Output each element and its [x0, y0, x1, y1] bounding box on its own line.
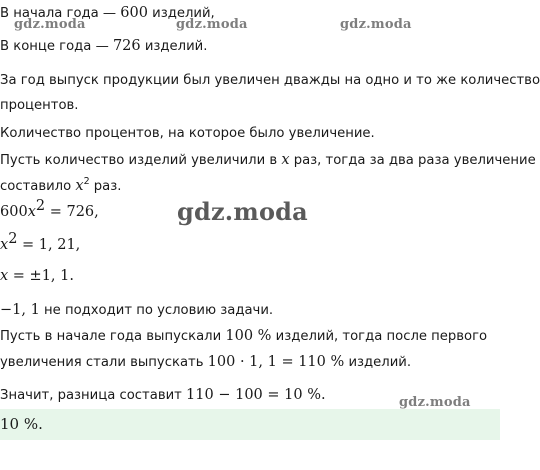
- math: 110 − 100 = 10 %.: [186, 387, 326, 403]
- equation-3: [0, 267, 74, 286]
- watermark: gdz.moda: [340, 17, 412, 32]
- variable: x: [0, 268, 9, 284]
- line-statement: За год выпуск продукции был увеличен дважды на одно и то же количество: [0, 73, 540, 88]
- line-statement-cont: процентов.: [0, 98, 79, 113]
- text: Пусть количество изделий увеличили в: [0, 153, 282, 168]
- line-reject-root: [0, 301, 273, 320]
- text: = ±1, 1.: [8, 268, 74, 284]
- variable: x: [281, 152, 290, 168]
- line-end-of-year: [0, 37, 207, 56]
- text: = 726,: [45, 204, 99, 220]
- exponent: 2: [8, 231, 18, 247]
- math: −1, 1: [0, 302, 40, 318]
- line-difference: [0, 386, 326, 405]
- text: изделий,: [147, 6, 215, 21]
- line-suppose: [0, 151, 536, 170]
- watermark: gdz.moda: [14, 17, 86, 32]
- line-question: Количество процентов, на которое было увеличение.: [0, 126, 375, 141]
- text: Значит, разница составит: [0, 388, 187, 403]
- answer-block: [0, 409, 500, 440]
- exponent: 2: [35, 198, 46, 214]
- variable: x: [75, 178, 84, 194]
- text: В начала года —: [0, 6, 121, 21]
- math: 100 · 1, 1 = 110 %: [207, 354, 345, 370]
- number: 600: [0, 204, 28, 220]
- watermark: gdz.moda: [177, 197, 308, 226]
- text: = 1, 21,: [17, 237, 81, 253]
- text: не подходит по условию задачи.: [39, 303, 274, 318]
- watermark: gdz.moda: [399, 395, 471, 410]
- text: изделий.: [344, 355, 412, 370]
- text: В конце года —: [0, 39, 113, 54]
- variable: x: [27, 204, 36, 220]
- variable: x: [0, 237, 9, 253]
- text: увеличения стали выпускать: [0, 355, 208, 370]
- text: раз, тогда за два раза увеличение: [289, 153, 536, 168]
- number: 726: [112, 38, 141, 54]
- math: 100 %: [225, 328, 272, 344]
- answer-text: 10 %.: [0, 415, 43, 433]
- text: Пусть в начале года выпускали: [0, 329, 226, 344]
- line-after-increase: [0, 353, 411, 372]
- text: изделий.: [140, 39, 208, 54]
- text: изделий, тогда после первого: [271, 329, 488, 344]
- text: раз.: [89, 179, 122, 194]
- line-suppose-cont: [0, 177, 121, 196]
- equation-1: [0, 198, 99, 222]
- number: 600: [120, 5, 148, 21]
- exponent: 2: [83, 176, 90, 187]
- line-suppose-percent: [0, 327, 487, 346]
- text: составило: [0, 179, 76, 194]
- watermark: gdz.moda: [176, 17, 248, 32]
- equation-2: [0, 231, 81, 255]
